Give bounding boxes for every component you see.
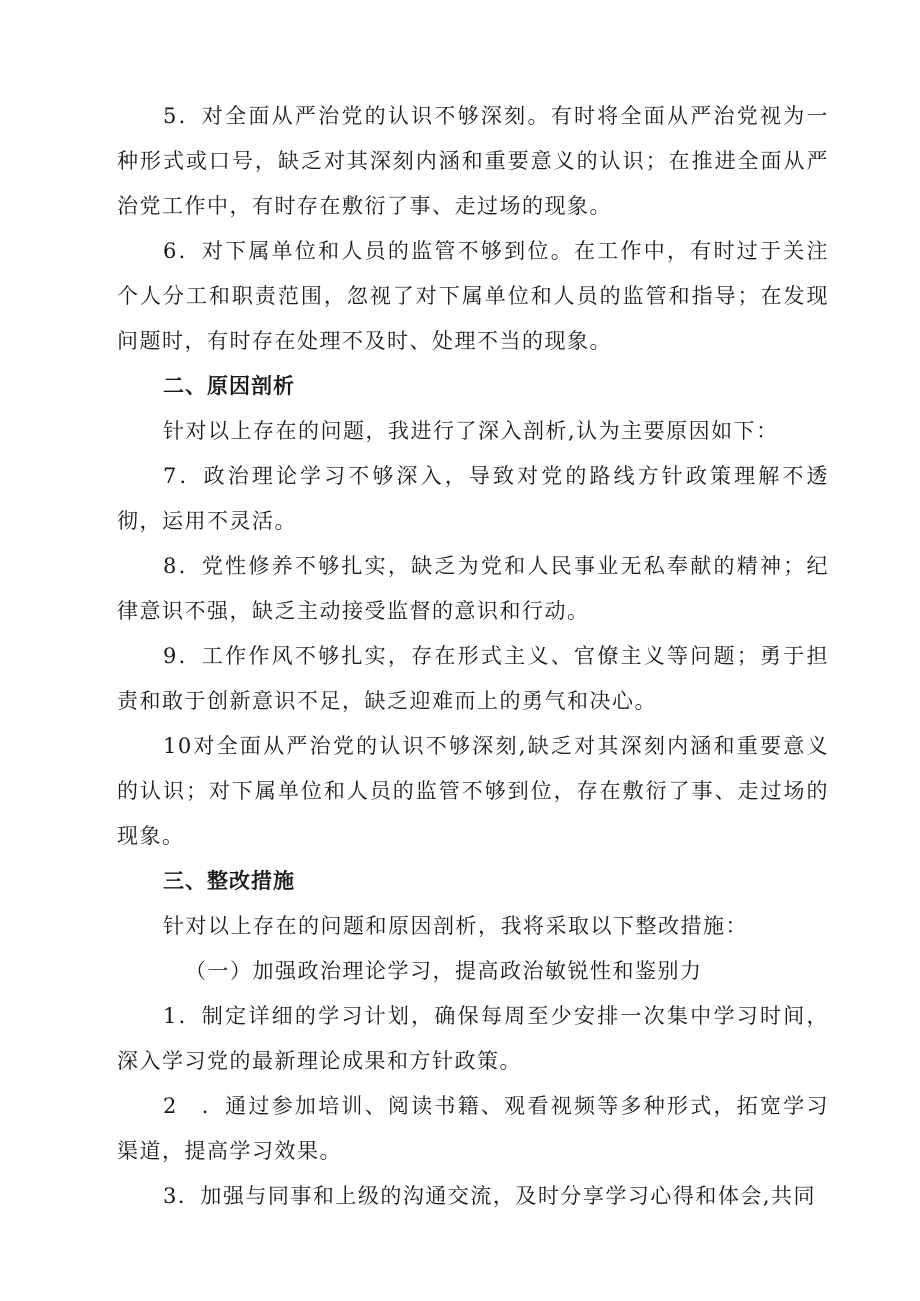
document-page: [117, 94, 829, 1219]
paragraph-item-6: 6．对下属单位和人员的监管不够到位。在工作中，有时过于关注个人分工和职责范围，忽视了对下属单位和人员的监管和指导；在发现问题时，有时存在处理不及时、处理不当的现象。: [117, 239, 829, 353]
paragraph-item-9: 9．工作作风不够扎实，存在形式主义、官僚主义等问题；勇于担责和敢于创新意识不足，缺乏迎难而上的勇气和决心。: [117, 644, 829, 713]
paragraph-item-8: 8．党性修养不够扎实，缺乏为党和人民事业无私奉献的精神；纪律意识不强，缺乏主动接受监督的意识和行动。: [117, 554, 829, 623]
section-heading-rectification: 三、整改措施: [163, 869, 295, 893]
paragraph-item-10: 10对全面从严治党的认识不够深刻,缺乏对其深刻内涵和重要意义的认识；对下属单位和人员的监管不够到位，存在敷衍了事、走过场的现象。: [117, 734, 829, 848]
subheading-measure-1: （一）加强政治理论学习，提高政治敏锐性和鉴别力: [185, 959, 703, 983]
section-heading-cause-analysis: 二、原因剖析: [163, 374, 295, 398]
paragraph-measure-2: 2 ．通过参加培训、阅读书籍、观看视频等多种形式，拓宽学习渠道，提高学习效果。: [117, 1094, 829, 1163]
paragraph-intro-measures: 针对以上存在的问题和原因剖析，我将采取以下整改措施：: [163, 914, 748, 938]
paragraph-item-7: 7．政治理论学习不够深入，导致对党的路线方针政策理解不透彻，运用不灵活。: [117, 464, 829, 533]
paragraph-item-5: 5．对全面从严治党的认识不够深刻。有时将全面从严治党视为一种形式或口号，缺乏对其深刻内涵和重要意义的认识；在推进全面从严治党工作中，有时存在敷衍了事、走过场的现象。: [117, 104, 829, 218]
paragraph-measure-1: 1．制定详细的学习计划，确保每周至少安排一次集中学习时间，深入学习党的最新理论成果和方针政策。: [117, 1004, 829, 1073]
paragraph-measure-3: 3．加强与同事和上级的沟通交流，及时分享学习心得和体会,共同: [163, 1184, 817, 1208]
paragraph-intro-causes: 针对以上存在的问题，我进行了深入剖析,认为主要原因如下：: [163, 419, 779, 443]
